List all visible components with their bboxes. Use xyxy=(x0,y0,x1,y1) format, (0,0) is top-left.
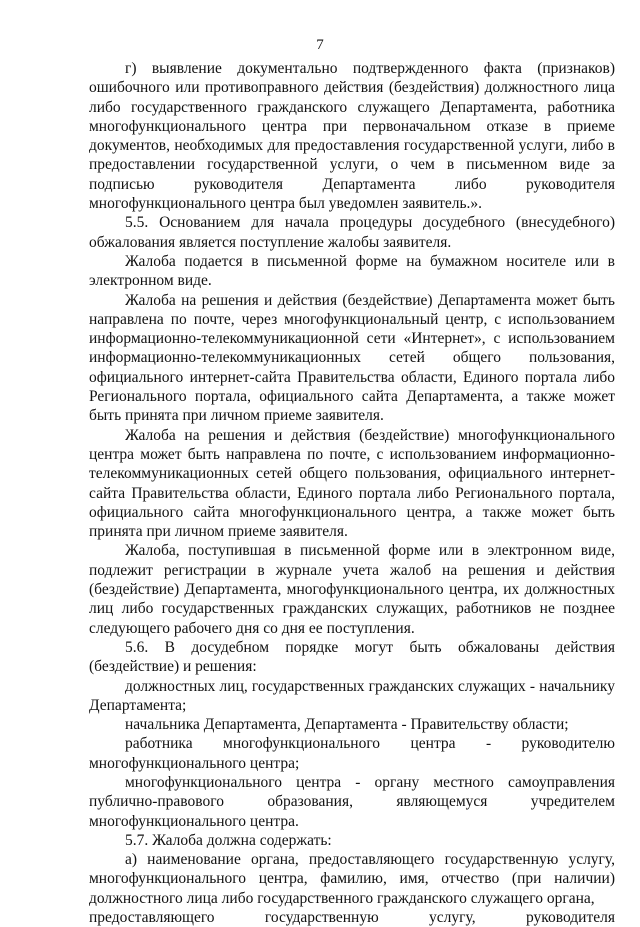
paragraph-5-4-g: г) выявление документально подтвержденного факта (признаков) ошибочного или противоправного действия (бездействия) должностного лица либо государственного гражданского служащего Департамента, работника многофункционального центра при первоначальном отказе в приеме документов, необходимых для предоставления государственной услуги, либо в предоставлении государственной услуги, о чем в письменном виде за подписью руководителя Департамента либо руководителя многофункционального центра был уведомлен заявитель.». xyxy=(89,60,615,213)
list-item-officials: должностных лиц, государственных гражданских служащих - начальнику Департамента; xyxy=(89,677,615,714)
word: предоставляющего xyxy=(89,909,215,927)
paragraph-complaint-registration: Жалоба, поступившая в письменной форме или в электронном виде, подлежит регистрации в журнале учета жалоб на решения и действия (бездействие) Департамента, многофункционального центра, их должностных лиц либо государственных гражданских служащих, работников не позднее следующего рабочего дня со дня ее поступления. xyxy=(89,542,615,637)
paragraph-5-5: 5.5. Основанием для начала процедуры досудебного (внесудебного) обжалования является поступление жалобы заявителя. xyxy=(89,214,615,251)
page-number: 7 xyxy=(316,37,324,53)
list-item-mfc: многофункционального центра - органу местного самоуправления публично-правового образования, являющемуся учредителем многофункционального центра. xyxy=(89,773,615,830)
list-item-head-of-department: начальника Департамента, Департамента - Правительству области; xyxy=(125,716,569,734)
paragraph-complaint-mfc: Жалоба на решения и действия (бездействие) многофункционального центра может быть направлена по почте, с использованием информационно-телекоммуникационных сетей общего пользования, официального интернет-сайта Правительства области, Единого портала либо Регионального портала, официального сайта многофункционального центра, а также может быть принята при личном приеме заявителя. xyxy=(89,426,615,541)
paragraph-5-6: 5.6. В досудебном порядке могут быть обжалованы действия (бездействие) и решения: xyxy=(89,638,615,676)
paragraph-5-7-a: а) наименование органа, предоставляющего государственную услугу, многофункционального центра, фамилию, имя, отчество (при наличии) должностного лица либо государственного гражданского служащего органа, xyxy=(89,851,615,907)
word: государственную xyxy=(264,909,379,927)
word: услугу, xyxy=(429,909,476,927)
word: руководителя xyxy=(525,909,615,927)
document-body xyxy=(89,59,615,927)
list-item-mfc-employee: работника многофункционального центра - руководителю многофункционального центра; xyxy=(89,735,615,772)
paragraph-5-7-a-continuation xyxy=(89,908,615,927)
paragraph-complaint-form: Жалоба подается в письменной форме на бумажном носителе или в электронном виде. xyxy=(89,252,615,290)
paragraph-complaint-department: Жалоба на решения и действия (бездействие) Департамента может быть направлена по почте, через многофункциональный центр, с использованием информационно-телекоммуникационной сети «Интернет», с использованием информационно-телекоммуникационных сетей общего пользования, официального интернет-сайта Правительства области, Единого портала либо Регионального портала, официального сайта Департамента, а также может быть принята при личном приеме заявителя. xyxy=(89,291,615,425)
paragraph-5-7: 5.7. Жалоба должна содержать: xyxy=(125,831,332,849)
